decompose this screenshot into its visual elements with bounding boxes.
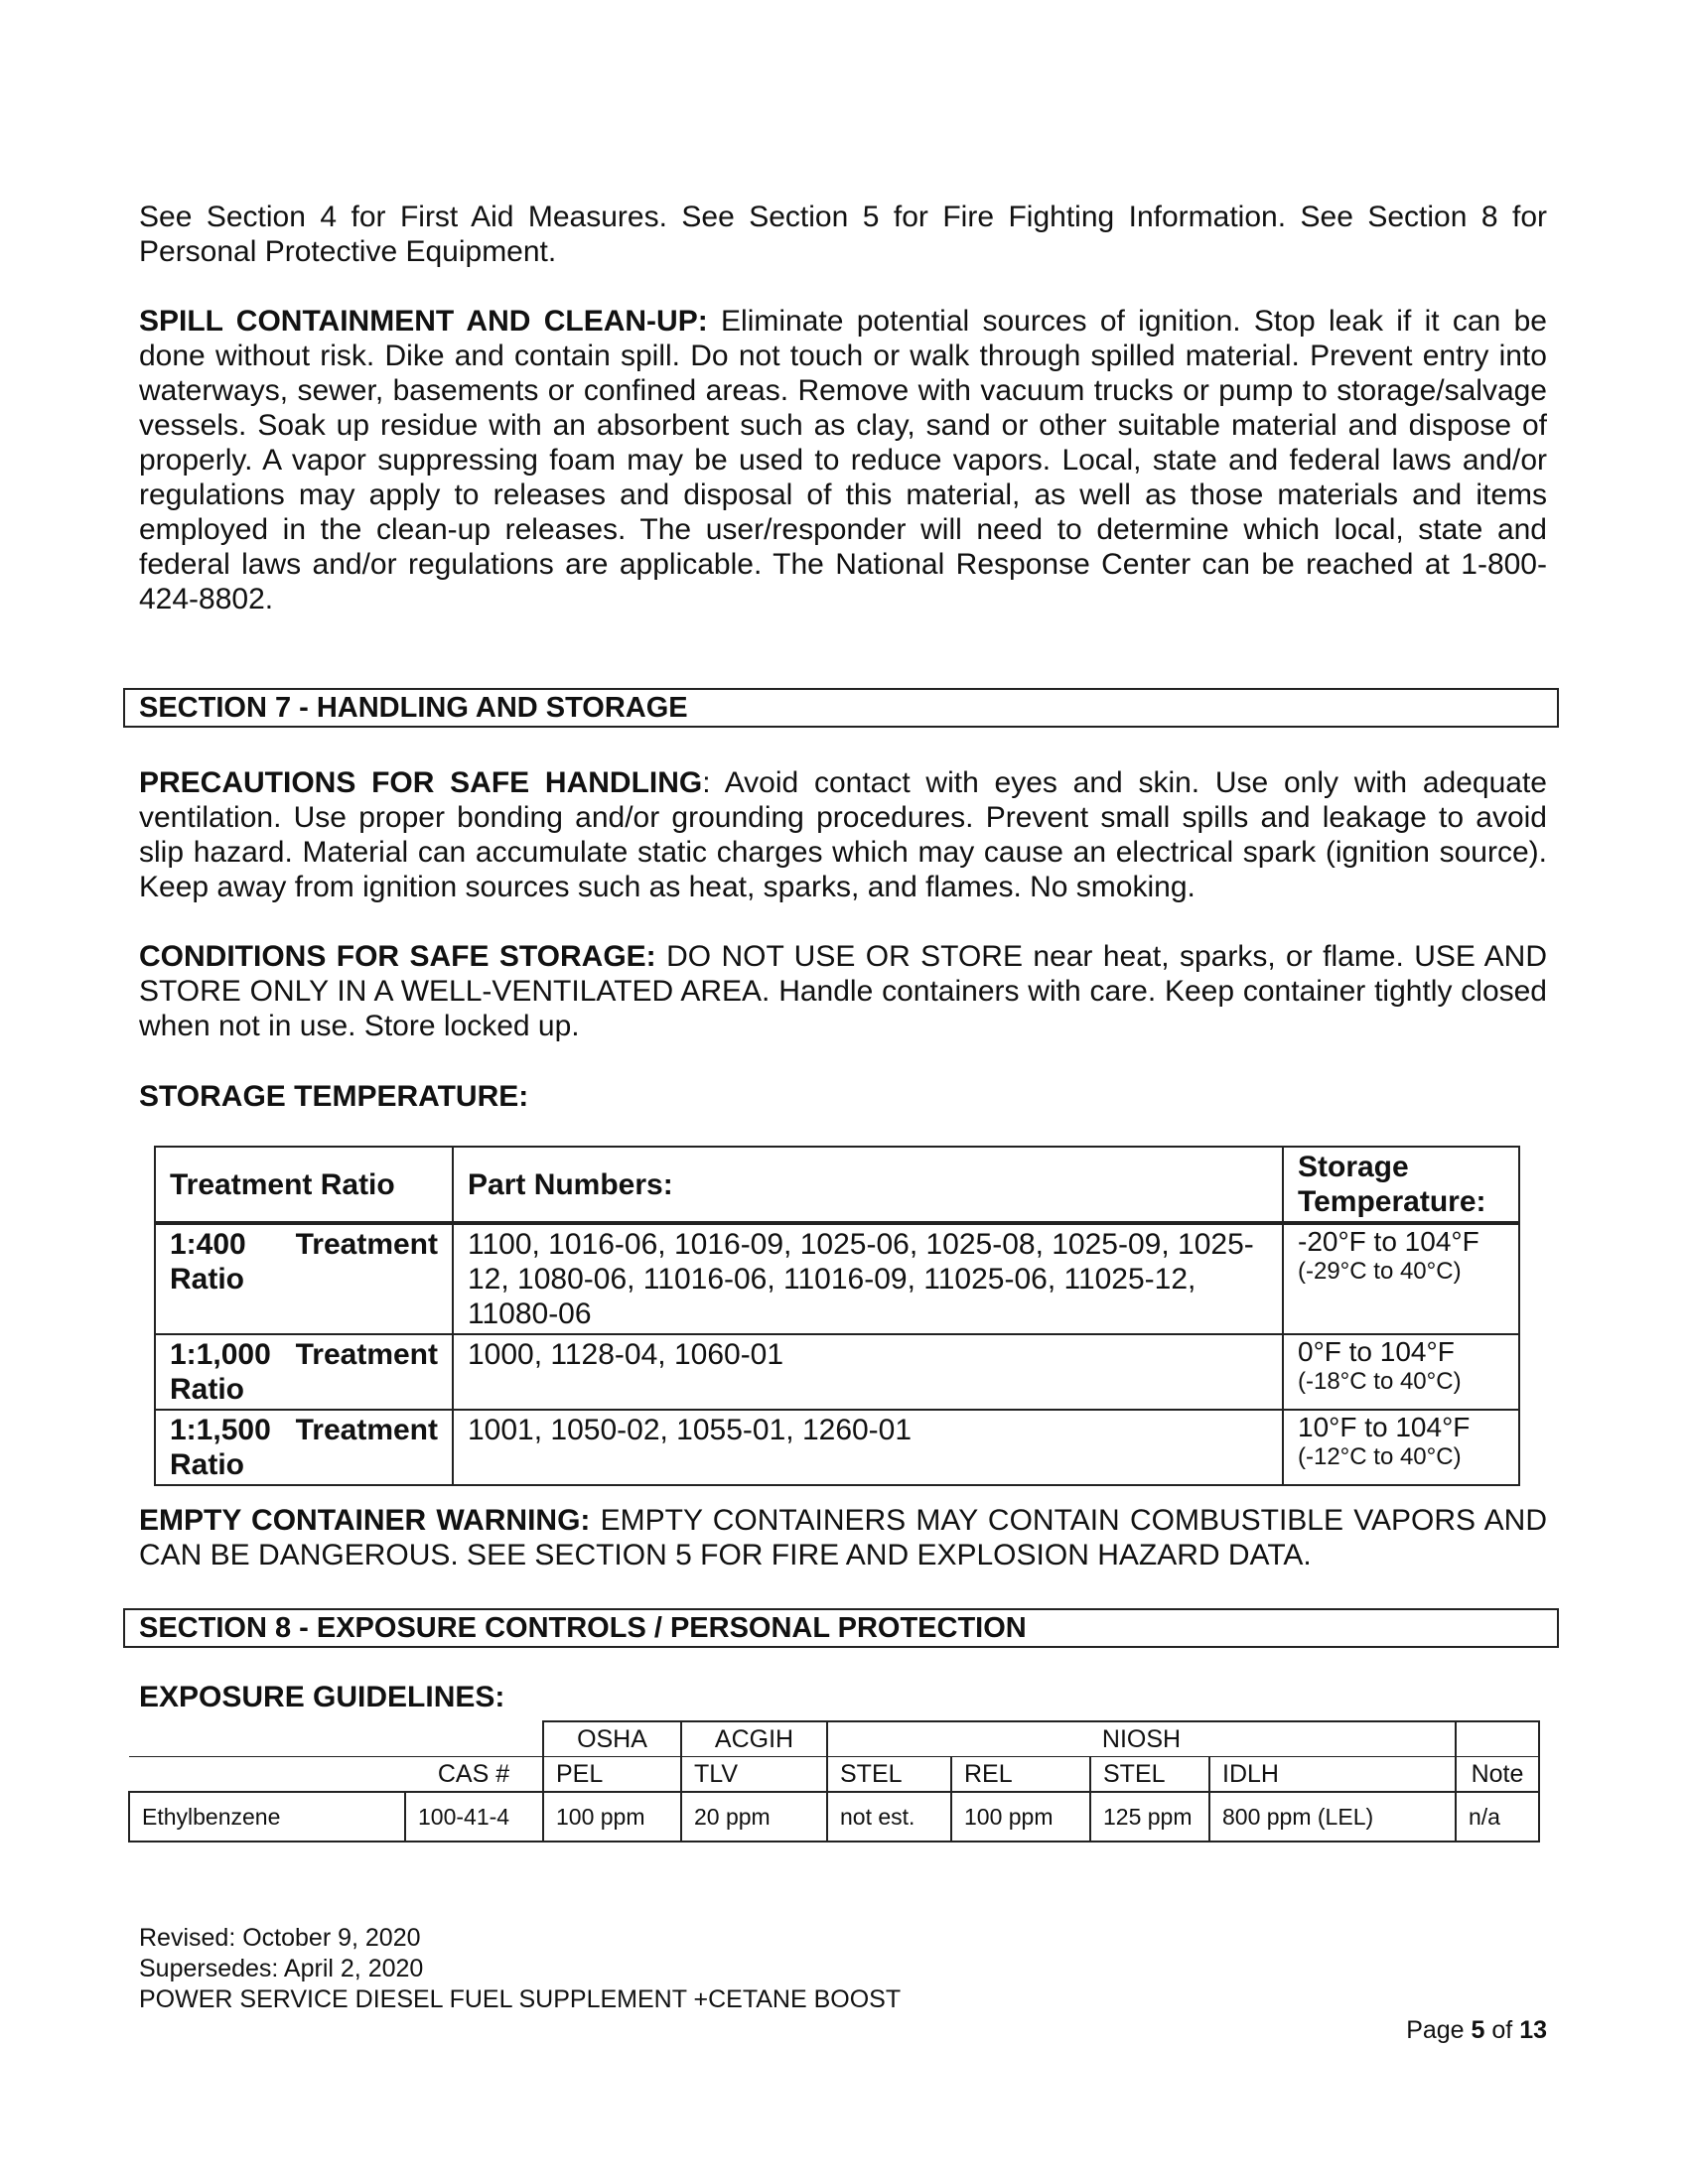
temp-cell	[1283, 1334, 1519, 1410]
exposure-guidelines-table	[128, 1720, 1540, 1843]
stel-niosh-header: STEL	[1090, 1757, 1209, 1793]
idlh-value: 800 ppm (LEL)	[1209, 1792, 1456, 1842]
page-number: Page 5 of 13	[1406, 2016, 1547, 2044]
ratio-cell	[155, 1334, 453, 1410]
pel-value: 100 ppm	[543, 1792, 681, 1842]
current-page: 5	[1471, 2016, 1485, 2044]
spill-text: Eliminate potential sources of ignition. Stop leak if it can be done without risk. Dike and contain spill. Do not touch or walk through spilled material. Prevent entry into waterways, sewer, basements or confined areas. Remove with vacuum trucks or pump to storage/salvage vessels. Soak up residue with an absorbent such as clay, sand or other suitable material and dispose of properly. A vapor suppressing foam may be used to reduce vapors. Local, state and federal laws and/or regulations may apply to releases and disposal of this material, as well as those materials and items employed in the clean-up releases. The user/responder will need to determine which local, state and federal laws and/or regulations are applicable. The National Response Center can be reached at 1-800-424-8802.	[139, 305, 1547, 615]
empty-warning-text: EMPTY CONTAINERS MAY CONTAIN COMBUSTIBLE VAPORS AND CAN BE DANGEROUS. SEE SECTION 5 FOR FIRE AND EXPLOSION HAZARD DATA.	[139, 1504, 1548, 1571]
note-header: Note	[1456, 1757, 1539, 1793]
parts-cell: 1001, 1050-02, 1055-01, 1260-01	[453, 1410, 1283, 1485]
exposure-guidelines-heading: EXPOSURE GUIDELINES:	[139, 1681, 505, 1713]
ratio-cell	[155, 1410, 453, 1485]
exposure-data-row	[129, 1792, 1539, 1842]
parts-cell: 1100, 1016-06, 1016-09, 1025-06, 1025-08, 1025-09, 1025-12, 1080-06, 11016-06, 11016-09, 11025-06, 11025-12, 11080-06	[453, 1223, 1283, 1334]
header-treatment-ratio: Treatment Ratio	[155, 1147, 453, 1223]
ratio-suffix: Ratio	[170, 1263, 244, 1296]
temp-celsius: (-12°C to 40°C)	[1298, 1443, 1462, 1470]
header-part-numbers: Part Numbers:	[453, 1147, 1283, 1223]
empty-container-paragraph	[139, 1503, 1547, 1572]
tlv-header: TLV	[681, 1757, 827, 1793]
idlh-header: IDLH	[1209, 1757, 1456, 1793]
section-8-header	[123, 1608, 1559, 1648]
storage-paragraph	[139, 939, 1547, 1043]
storage-temp-heading: STORAGE TEMPERATURE:	[139, 1080, 529, 1113]
ratio-word: Treatment	[295, 1228, 438, 1261]
ratio-suffix: Ratio	[170, 1448, 244, 1481]
handling-text: : Avoid contact with eyes and skin. Use only with adequate ventilation. Use proper bonding and/or grounding procedures. Prevent small spills and leakage to avoid slip hazard. Material can accumulate static charges which may cause an electrical spark (ignition source). Keep away from ignition sources such as heat, sparks, and flames. No smoking.	[139, 766, 1547, 903]
temp-celsius: (-29°C to 40°C)	[1298, 1258, 1462, 1285]
section-7-title: SECTION 7 - HANDLING AND STORAGE	[139, 692, 688, 724]
osha-header: OSHA	[543, 1721, 681, 1757]
storage-label: CONDITIONS FOR SAFE STORAGE:	[139, 940, 656, 973]
tlv-value: 20 ppm	[681, 1792, 827, 1842]
handling-label: PRECAUTIONS FOR SAFE HANDLING	[139, 766, 703, 799]
acgih-header: ACGIH	[681, 1721, 827, 1757]
ratio-suffix: Ratio	[170, 1373, 244, 1406]
niosh-header: NIOSH	[827, 1721, 1456, 1757]
exposure-column-header-row	[129, 1757, 1539, 1793]
storage-temperature-table	[154, 1146, 1520, 1486]
storage-row	[155, 1410, 1519, 1485]
total-pages: 13	[1519, 2016, 1547, 2044]
ratio-word: Treatment	[295, 1338, 438, 1371]
chemical-name: Ethylbenzene	[129, 1792, 405, 1842]
ratio-cell	[155, 1223, 453, 1334]
parts-cell: 1000, 1128-04, 1060-01	[453, 1334, 1283, 1410]
ratio-value: 1:400	[170, 1228, 246, 1261]
rel-header: REL	[951, 1757, 1090, 1793]
supersedes-date: Supersedes: April 2, 2020	[139, 1955, 424, 1982]
stel-niosh-value: 125 ppm	[1090, 1792, 1209, 1842]
ratio-value: 1:1,000	[170, 1338, 271, 1371]
stel-value: not est.	[827, 1792, 951, 1842]
note-value: n/a	[1456, 1792, 1539, 1842]
pel-header: PEL	[543, 1757, 681, 1793]
exposure-group-header-row	[129, 1721, 1539, 1757]
temp-fahrenheit: -20°F to 104°F	[1298, 1226, 1479, 1257]
temp-fahrenheit: 0°F to 104°F	[1298, 1336, 1455, 1367]
temp-cell	[1283, 1410, 1519, 1485]
revised-date: Revised: October 9, 2020	[139, 1924, 421, 1952]
stel-header: STEL	[827, 1757, 951, 1793]
handling-paragraph	[139, 765, 1547, 904]
cas-value: 100-41-4	[405, 1792, 543, 1842]
empty-warning-label: EMPTY CONTAINER WARNING:	[139, 1504, 591, 1537]
storage-table-header	[155, 1147, 1519, 1223]
storage-text: DO NOT USE OR STORE near heat, sparks, or flame. USE AND STORE ONLY IN A WELL-VENTILATED AREA. Handle containers with care. Keep container tightly closed when not in use. Store locked up.	[139, 940, 1548, 1042]
temp-cell	[1283, 1223, 1519, 1334]
temp-celsius: (-18°C to 40°C)	[1298, 1368, 1462, 1395]
spill-paragraph	[139, 304, 1547, 616]
intro-text: See Section 4 for First Aid Measures. See Section 5 for Fire Fighting Information. See Section 8 for Personal Protective Equipment.	[139, 201, 1547, 268]
spill-label: SPILL CONTAINMENT AND CLEAN-UP:	[139, 305, 708, 338]
cas-header: CAS #	[405, 1757, 543, 1793]
storage-row	[155, 1334, 1519, 1410]
storage-row	[155, 1223, 1519, 1334]
ratio-value: 1:1,500	[170, 1414, 271, 1446]
section-8-title: SECTION 8 - EXPOSURE CONTROLS / PERSONAL PROTECTION	[139, 1612, 1027, 1644]
rel-value: 100 ppm	[951, 1792, 1090, 1842]
product-name: POWER SERVICE DIESEL FUEL SUPPLEMENT +CETANE BOOST	[139, 1985, 902, 2013]
section-7-header	[123, 688, 1559, 728]
header-storage-temperature: Storage Temperature:	[1283, 1147, 1519, 1223]
ratio-word: Treatment	[295, 1414, 438, 1446]
intro-paragraph	[139, 200, 1547, 269]
temp-fahrenheit: 10°F to 104°F	[1298, 1412, 1471, 1442]
